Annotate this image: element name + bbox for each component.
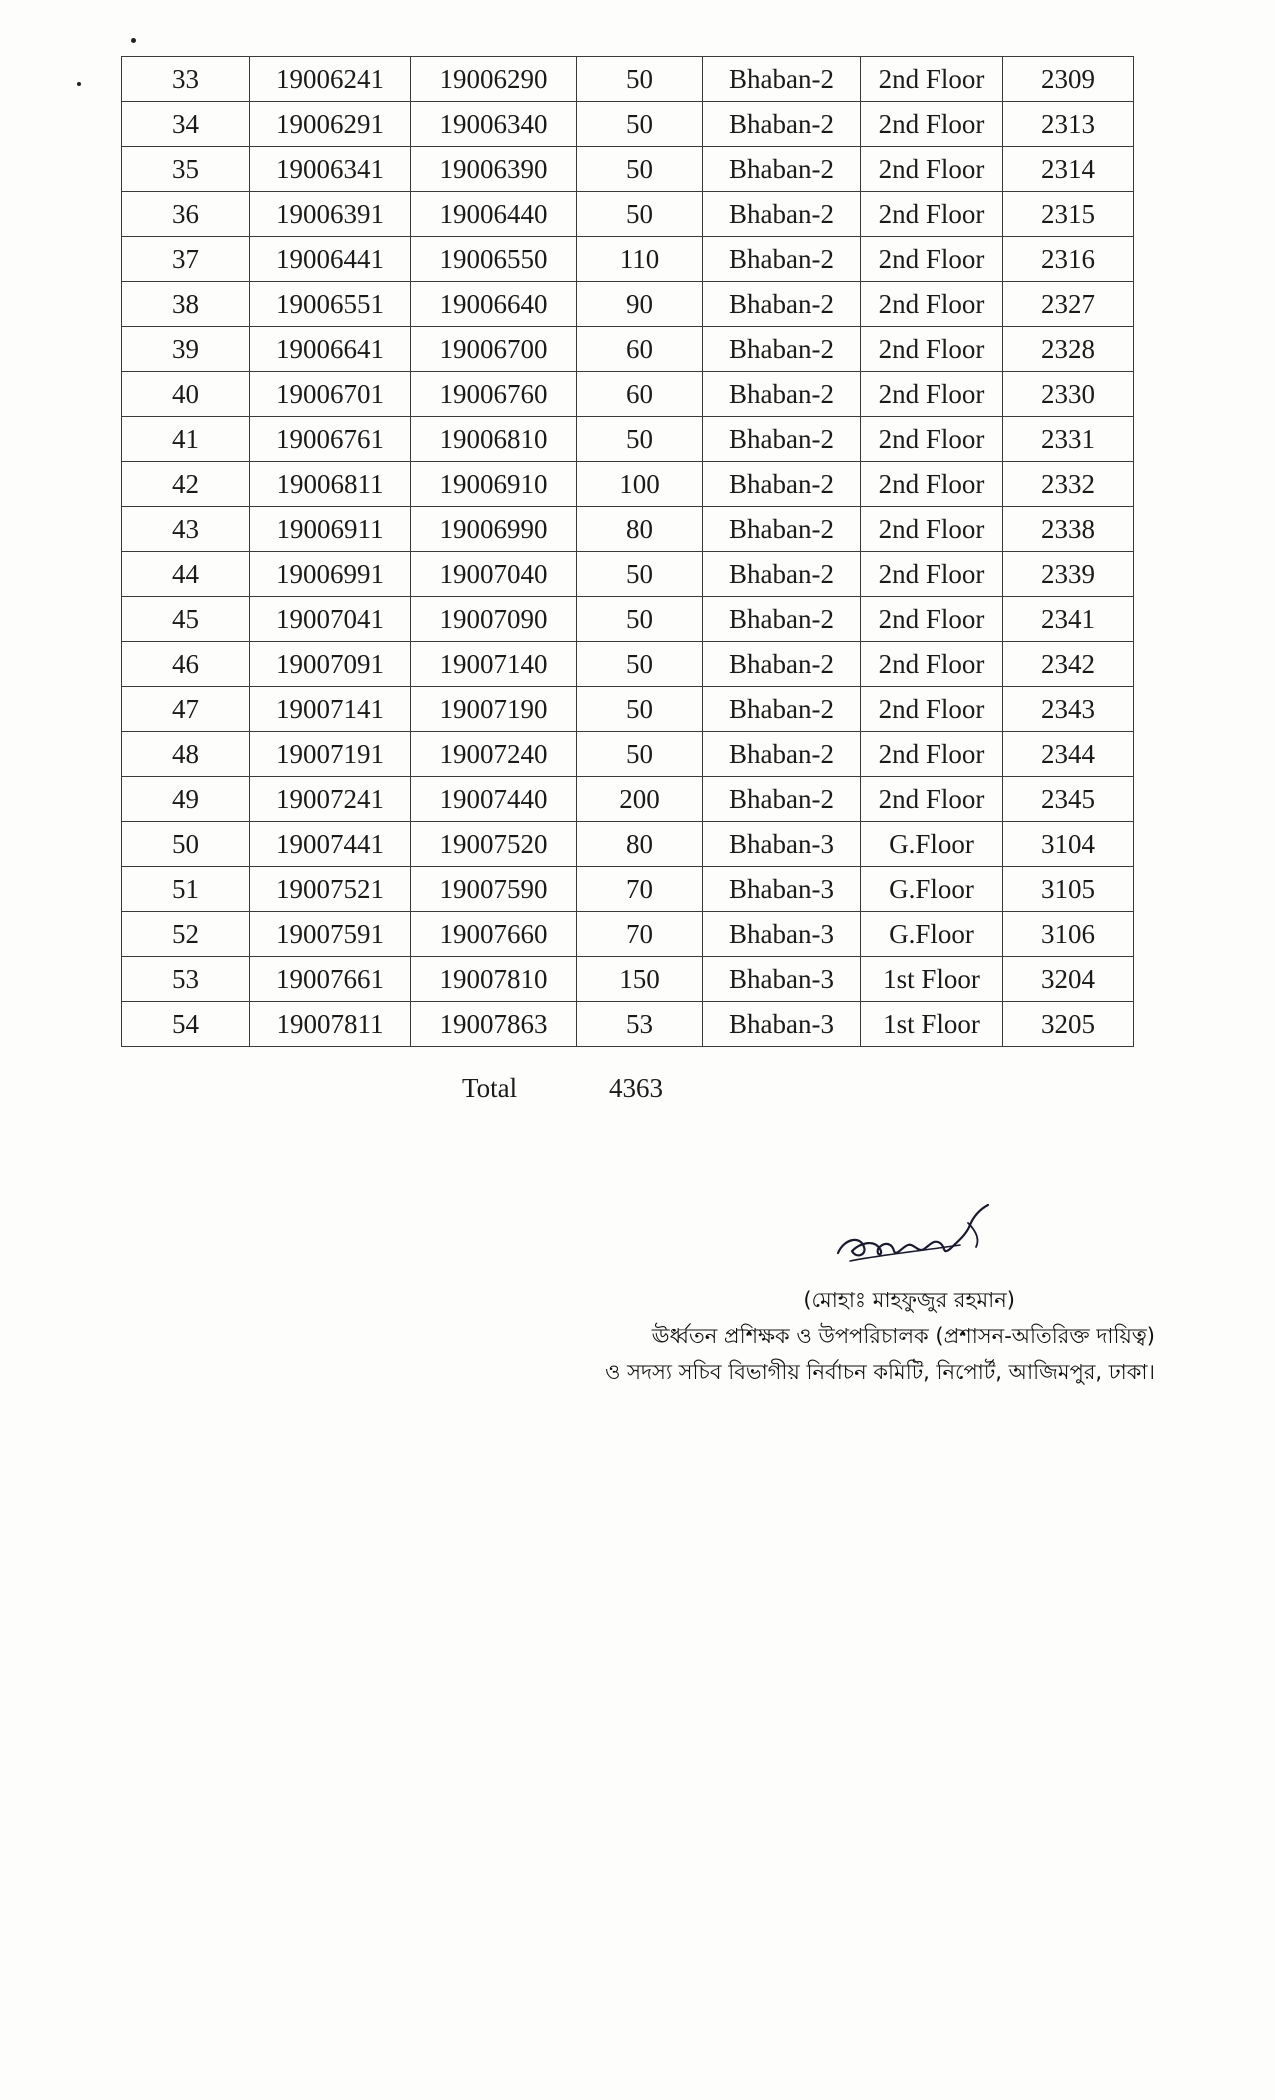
room-cell: 2313 — [1003, 102, 1134, 147]
building-cell: Bhaban-3 — [703, 867, 861, 912]
floor-cell: 1st Floor — [861, 1002, 1003, 1047]
building-cell: Bhaban-2 — [703, 687, 861, 732]
roll-from-cell: 19006341 — [250, 147, 411, 192]
roll-to-cell: 19007810 — [411, 957, 577, 1002]
building-cell: Bhaban-2 — [703, 282, 861, 327]
floor-cell: 2nd Floor — [861, 192, 1003, 237]
room-cell: 2345 — [1003, 777, 1134, 822]
roll-to-cell: 19006760 — [411, 372, 577, 417]
floor-cell: 2nd Floor — [861, 507, 1003, 552]
floor-cell: 2nd Floor — [861, 282, 1003, 327]
serial-cell: 51 — [122, 867, 250, 912]
floor-cell: G.Floor — [861, 867, 1003, 912]
serial-cell: 53 — [122, 957, 250, 1002]
table-row — [122, 327, 1134, 372]
roll-to-cell: 19007140 — [411, 642, 577, 687]
building-cell: Bhaban-3 — [703, 957, 861, 1002]
count-cell: 60 — [577, 327, 703, 372]
building-cell: Bhaban-3 — [703, 1002, 861, 1047]
roll-from-cell: 19006551 — [250, 282, 411, 327]
roll-from-cell: 19007191 — [250, 732, 411, 777]
serial-cell: 36 — [122, 192, 250, 237]
roll-from-cell: 19007141 — [250, 687, 411, 732]
count-cell: 70 — [577, 912, 703, 957]
floor-cell: 2nd Floor — [861, 462, 1003, 507]
serial-cell: 44 — [122, 552, 250, 597]
table-row — [122, 822, 1134, 867]
roll-from-cell: 19006241 — [250, 57, 411, 102]
building-cell: Bhaban-2 — [703, 417, 861, 462]
count-cell: 50 — [577, 57, 703, 102]
floor-cell: 2nd Floor — [861, 642, 1003, 687]
floor-cell: 1st Floor — [861, 957, 1003, 1002]
room-cell: 2341 — [1003, 597, 1134, 642]
signatory-designation: ঊর্ধ্বতন প্রশিক্ষক ও উপপরিচালক (প্রশাসন-অতিরিক্ত দায়িত্ব) — [651, 1324, 1155, 1348]
room-cell: 2331 — [1003, 417, 1134, 462]
building-cell: Bhaban-2 — [703, 192, 861, 237]
building-cell: Bhaban-2 — [703, 372, 861, 417]
signature-block — [455, 1282, 1155, 1390]
building-cell: Bhaban-2 — [703, 642, 861, 687]
building-cell: Bhaban-2 — [703, 462, 861, 507]
count-cell: 50 — [577, 732, 703, 777]
roll-from-cell: 19006291 — [250, 102, 411, 147]
floor-cell: 2nd Floor — [861, 597, 1003, 642]
count-cell: 200 — [577, 777, 703, 822]
serial-cell: 47 — [122, 687, 250, 732]
total-value: 4363 — [609, 1073, 663, 1103]
room-cell: 3104 — [1003, 822, 1134, 867]
serial-cell: 45 — [122, 597, 250, 642]
roll-to-cell: 19006390 — [411, 147, 577, 192]
roll-to-cell: 19006990 — [411, 507, 577, 552]
serial-cell: 52 — [122, 912, 250, 957]
roll-from-cell: 19006701 — [250, 372, 411, 417]
roll-to-cell: 19006700 — [411, 327, 577, 372]
serial-cell: 49 — [122, 777, 250, 822]
building-cell: Bhaban-2 — [703, 147, 861, 192]
floor-cell: 2nd Floor — [861, 552, 1003, 597]
table-row — [122, 372, 1134, 417]
count-cell: 70 — [577, 867, 703, 912]
table-row — [122, 957, 1134, 1002]
table-row — [122, 57, 1134, 102]
count-cell: 50 — [577, 597, 703, 642]
building-cell: Bhaban-3 — [703, 822, 861, 867]
floor-cell: 2nd Floor — [861, 147, 1003, 192]
table-row — [122, 237, 1134, 282]
count-cell: 90 — [577, 282, 703, 327]
roll-to-cell: 19006640 — [411, 282, 577, 327]
roll-from-cell: 19006641 — [250, 327, 411, 372]
table-row — [122, 597, 1134, 642]
count-cell: 100 — [577, 462, 703, 507]
roll-from-cell: 19006811 — [250, 462, 411, 507]
floor-cell: 2nd Floor — [861, 237, 1003, 282]
room-cell: 3106 — [1003, 912, 1134, 957]
serial-cell: 42 — [122, 462, 250, 507]
roll-from-cell: 19007591 — [250, 912, 411, 957]
count-cell: 50 — [577, 192, 703, 237]
roll-from-cell: 19007521 — [250, 867, 411, 912]
room-cell: 2314 — [1003, 147, 1134, 192]
roll-from-cell: 19006391 — [250, 192, 411, 237]
building-cell: Bhaban-2 — [703, 507, 861, 552]
serial-cell: 46 — [122, 642, 250, 687]
table-body — [122, 57, 1134, 1047]
count-cell: 50 — [577, 417, 703, 462]
count-cell: 80 — [577, 822, 703, 867]
table-row — [122, 912, 1134, 957]
floor-cell: 2nd Floor — [861, 327, 1003, 372]
room-cell: 2343 — [1003, 687, 1134, 732]
roll-from-cell: 19007091 — [250, 642, 411, 687]
room-cell: 3204 — [1003, 957, 1134, 1002]
room-cell: 2330 — [1003, 372, 1134, 417]
roll-from-cell: 19007661 — [250, 957, 411, 1002]
serial-cell: 39 — [122, 327, 250, 372]
roll-from-cell: 19007811 — [250, 1002, 411, 1047]
building-cell: Bhaban-2 — [703, 327, 861, 372]
roll-from-cell: 19006761 — [250, 417, 411, 462]
roll-to-cell: 19007090 — [411, 597, 577, 642]
roll-from-cell: 19007241 — [250, 777, 411, 822]
table-row — [122, 507, 1134, 552]
count-cell: 50 — [577, 102, 703, 147]
room-cell: 2344 — [1003, 732, 1134, 777]
roll-from-cell: 19007441 — [250, 822, 411, 867]
floor-cell: G.Floor — [861, 822, 1003, 867]
count-cell: 80 — [577, 507, 703, 552]
floor-cell: 2nd Floor — [861, 732, 1003, 777]
count-cell: 150 — [577, 957, 703, 1002]
room-cell: 2342 — [1003, 642, 1134, 687]
building-cell: Bhaban-3 — [703, 912, 861, 957]
roll-from-cell: 19007041 — [250, 597, 411, 642]
handwritten-signature — [830, 1195, 1000, 1275]
serial-cell: 48 — [122, 732, 250, 777]
room-cell: 2332 — [1003, 462, 1134, 507]
roll-to-cell: 19006440 — [411, 192, 577, 237]
building-cell: Bhaban-2 — [703, 597, 861, 642]
roll-from-cell: 19006911 — [250, 507, 411, 552]
count-cell: 53 — [577, 1002, 703, 1047]
roll-to-cell: 19006340 — [411, 102, 577, 147]
table-row — [122, 462, 1134, 507]
building-cell: Bhaban-2 — [703, 57, 861, 102]
table-row — [122, 687, 1134, 732]
floor-cell: 2nd Floor — [861, 372, 1003, 417]
serial-cell: 33 — [122, 57, 250, 102]
room-cell: 2327 — [1003, 282, 1134, 327]
room-cell: 2316 — [1003, 237, 1134, 282]
serial-cell: 35 — [122, 147, 250, 192]
floor-cell: 2nd Floor — [861, 417, 1003, 462]
scan-speck-mark — [77, 82, 81, 86]
serial-cell: 50 — [122, 822, 250, 867]
count-cell: 50 — [577, 147, 703, 192]
building-cell: Bhaban-2 — [703, 552, 861, 597]
count-cell: 50 — [577, 642, 703, 687]
floor-cell: 2nd Floor — [861, 687, 1003, 732]
roll-to-cell: 19007660 — [411, 912, 577, 957]
floor-cell: 2nd Floor — [861, 57, 1003, 102]
serial-cell: 43 — [122, 507, 250, 552]
roll-from-cell: 19006441 — [250, 237, 411, 282]
building-cell: Bhaban-2 — [703, 102, 861, 147]
count-cell: 110 — [577, 237, 703, 282]
building-cell: Bhaban-2 — [703, 777, 861, 822]
count-cell: 60 — [577, 372, 703, 417]
roll-to-cell: 19006910 — [411, 462, 577, 507]
table-row — [122, 552, 1134, 597]
count-cell: 50 — [577, 687, 703, 732]
signatory-committee: ও সদস্য সচিব বিভাগীয় নির্বাচন কমিটি, নিপোর্ট, আজিমপুর, ঢাকা। — [604, 1360, 1155, 1384]
serial-cell: 40 — [122, 372, 250, 417]
room-cell: 2315 — [1003, 192, 1134, 237]
table-row — [122, 282, 1134, 327]
scan-speck-mark — [131, 38, 136, 43]
room-cell: 2339 — [1003, 552, 1134, 597]
roll-to-cell: 19007440 — [411, 777, 577, 822]
floor-cell: 2nd Floor — [861, 777, 1003, 822]
roll-to-cell: 19006290 — [411, 57, 577, 102]
roll-to-cell: 19007190 — [411, 687, 577, 732]
room-cell: 2328 — [1003, 327, 1134, 372]
table-row — [122, 732, 1134, 777]
roll-to-cell: 19007240 — [411, 732, 577, 777]
table-row — [122, 192, 1134, 237]
table-row — [122, 417, 1134, 462]
roll-to-cell: 19007040 — [411, 552, 577, 597]
count-cell: 50 — [577, 552, 703, 597]
signatory-name: (মোহাঃ মাহফুজুর রহমান) — [803, 1288, 1015, 1312]
table-row — [122, 642, 1134, 687]
building-cell: Bhaban-2 — [703, 237, 861, 282]
serial-cell: 34 — [122, 102, 250, 147]
roll-to-cell: 19006810 — [411, 417, 577, 462]
room-cell: 3105 — [1003, 867, 1134, 912]
building-cell: Bhaban-2 — [703, 732, 861, 777]
roll-to-cell: 19006550 — [411, 237, 577, 282]
table-row — [122, 777, 1134, 822]
table-row — [122, 1002, 1134, 1047]
roll-from-cell: 19006991 — [250, 552, 411, 597]
roll-to-cell: 19007590 — [411, 867, 577, 912]
seat-allocation-table — [121, 56, 1134, 1047]
room-cell: 2338 — [1003, 507, 1134, 552]
room-cell: 3205 — [1003, 1002, 1134, 1047]
serial-cell: 37 — [122, 237, 250, 282]
floor-cell: G.Floor — [861, 912, 1003, 957]
table-row — [122, 147, 1134, 192]
serial-cell: 41 — [122, 417, 250, 462]
serial-cell: 38 — [122, 282, 250, 327]
serial-cell: 54 — [122, 1002, 250, 1047]
roll-to-cell: 19007863 — [411, 1002, 577, 1047]
roll-to-cell: 19007520 — [411, 822, 577, 867]
table-row — [122, 102, 1134, 147]
total-label: Total — [462, 1073, 518, 1103]
table-row — [122, 867, 1134, 912]
floor-cell: 2nd Floor — [861, 102, 1003, 147]
room-cell: 2309 — [1003, 57, 1134, 102]
